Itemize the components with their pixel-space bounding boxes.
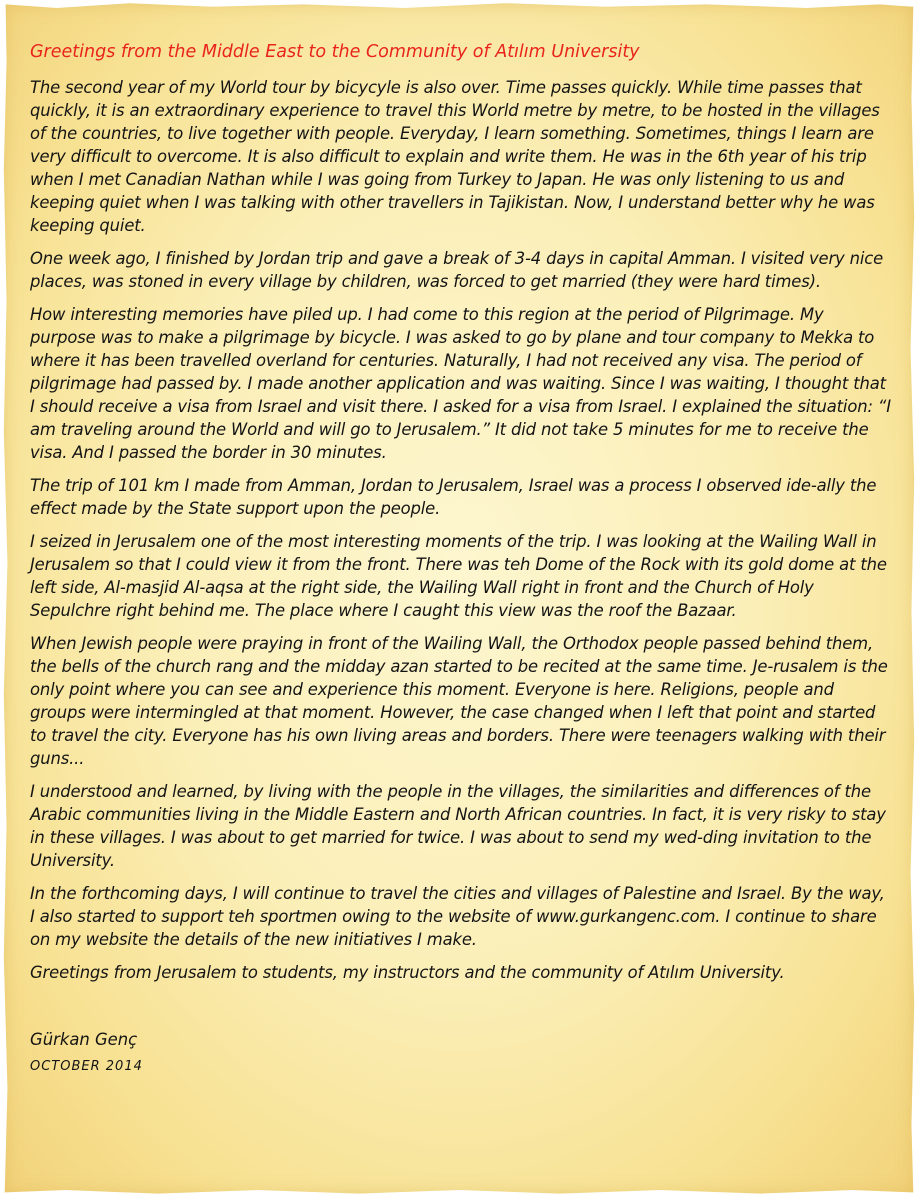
signature: Gürkan Genç	[30, 1030, 138, 1049]
paragraph-8: In the forthcoming days, I will continue to travel the cities and villages of Palestine and Israel. By the way, I also started to support teh sportmen owing to the website of www.gurkangenc.com. I continue to share on my website the details of the new initiatives I make.	[30, 884, 885, 949]
paragraph-9: Greetings from Jerusalem to students, my instructors and the community of Atılım University.	[30, 963, 785, 982]
paragraph-2: One week ago, I finished by Jordan trip and gave a break of 3-4 days in capital Amman. I visited very nice places, was stoned in every village by children, was forced to get married (they were hard times).	[30, 249, 884, 291]
letter-date: OCTOBER 2014	[30, 1059, 143, 1074]
letter-title: Greetings from the Middle East to the Community of Atılım University	[30, 42, 640, 62]
letter-body	[30, 40, 892, 1077]
paragraph-1: The second year of my World tour by bicycyle is also over. Time passes quickly. While time passes that quickly, it is an extraordinary experience to travel this World metre by metre, to be hosted in the villages of the countries, to live together with people. Everyday, I learn something. Sometimes, things I learn are very difficult to overcome. It is also difficult to explain and write them. He was in the 6th year of his trip when I met Canadian Nathan while I was going from Turkey to Japan. He was only listening to us and keeping quiet when I was talking with other travellers in Tajikistan. Now, I understand better why he was keeping quiet.	[30, 78, 880, 235]
paragraph-5: I seized in Jerusalem one of the most interesting moments of the trip. I was looking at the Wailing Wall in Jerusalem so that I could view it from the front. There was teh Dome of the Rock with its gold dome at the left side, Al-masjid Al-aqsa at the right side, the Wailing Wall right in front and the Church of Holy Sepulchre right behind me. The place where I caught this view was the roof the Bazaar.	[30, 532, 887, 620]
paragraph-3: How interesting memories have piled up. I had come to this region at the period of Pilgrimage. My purpose was to make a pilgrimage by bicycle. I was asked to go by plane and tour company to Mekka to where it has been travelled overland for centuries. Naturally, I had not received any visa. The period of pilgrimage had passed by. I made another application and was waiting. Since I was waiting, I thought that I should receive a visa from Israel and visit there. I asked for a visa from Israel. I explained the situation: “I am traveling around the World and will go to Jerusalem.” It did not take 5 minutes for me to receive the visa. And I passed the border in 30 minutes.	[30, 305, 891, 462]
paragraph-6: When Jewish people were praying in front of the Wailing Wall, the Orthodox people passed behind them, the bells of the church rang and the midday azan started to be recited at the same time. Je-rusalem is the only point where you can see and experience this moment. Everyone is here. Religions, people and groups were intermingled at that moment. However, the case changed when I left that point and started to travel the city. Everyone has his own living areas and borders. There were teenagers walking with their guns...	[30, 634, 888, 768]
paragraph-7: I understood and learned, by living with the people in the villages, the similarities and differences of the Arabic communities living in the Middle Eastern and North African countries. In fact, it is very risky to stay in these villages. I was about to get married for twice. I was about to send my wed-ding invitation to the University.	[30, 782, 886, 870]
paragraph-4: The trip of 101 km I made from Amman, Jordan to Jerusalem, Israel was a process I observed ide-ally the effect made by the State support upon the people.	[30, 476, 877, 518]
